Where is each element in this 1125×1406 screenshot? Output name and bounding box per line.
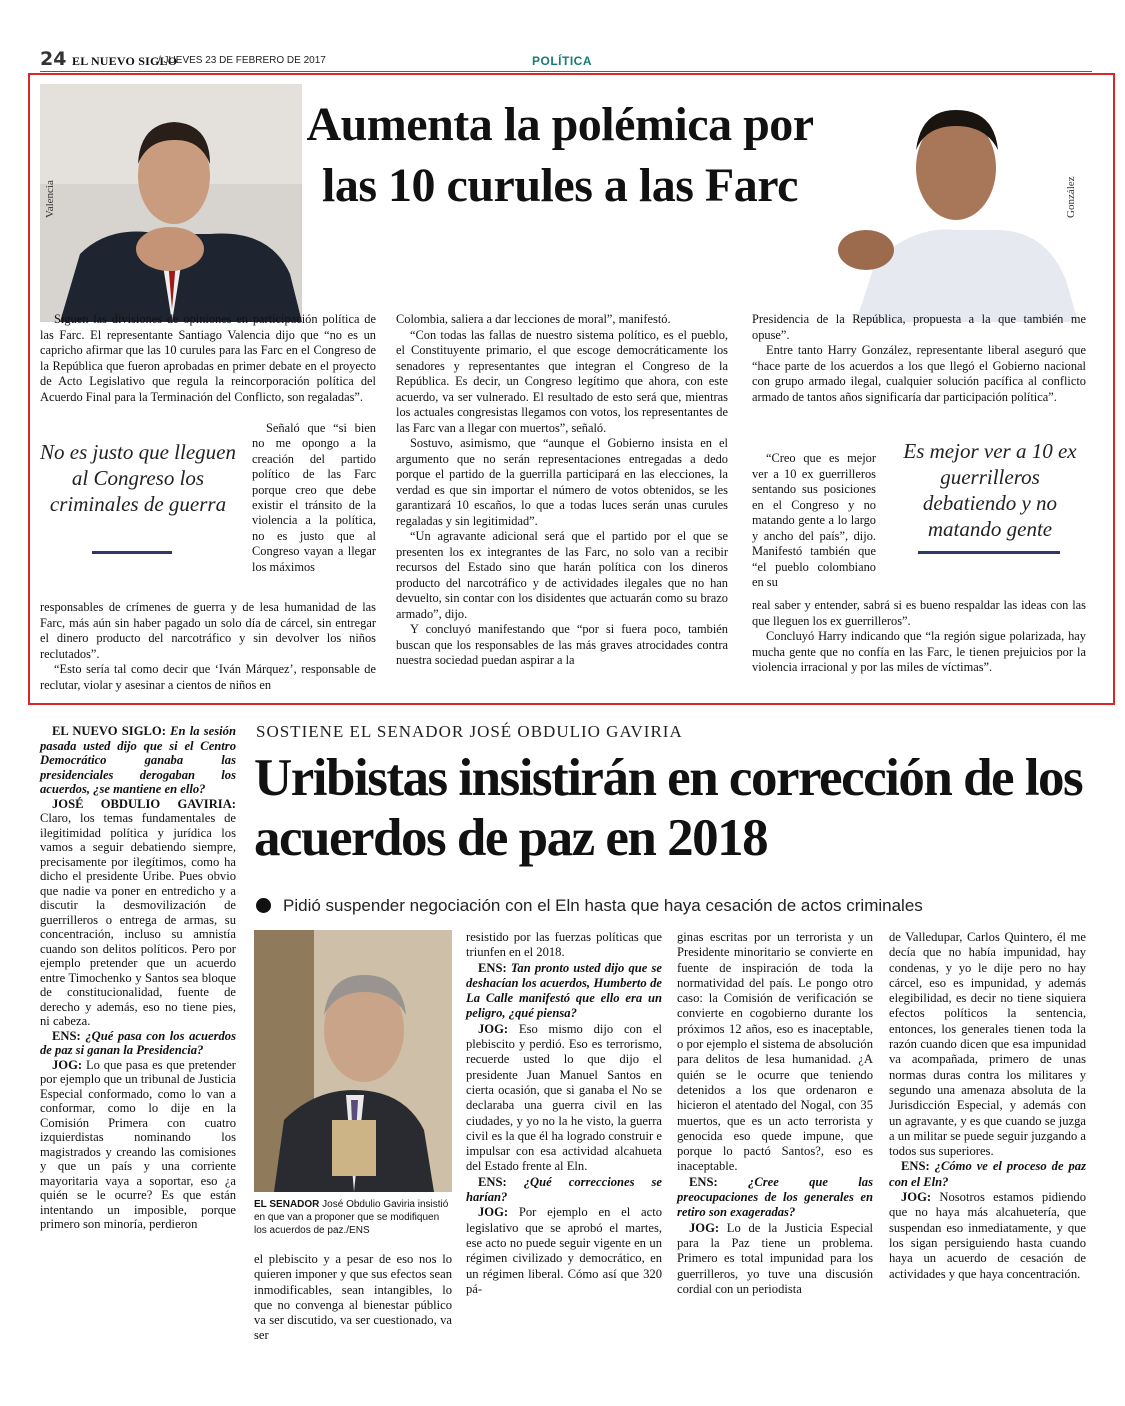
interview-col-4	[889, 930, 1086, 1282]
answer-text: Claro, los temas fundamentales de ilegitimidad política y jurídica los vamos a seguir debatiendo siempre, precisamente por ilegítimos, como ha dicho el presidente Uribe. Pues obvio que nadie va poner en entredicho y a discutir la desmovilización de guerrilleros o entrega de armas, su concentración, incluso su amnistía cuando son delitos políticos. Pero por ejemplo pretender que un acuerdo entre Timochenko y Santos sea bloque de constitucionalidad, fuente de derecho y además, eso no tiene pies, ni cabeza.	[40, 811, 236, 1028]
paragraph: “Con todas las fallas de nuestro sistema político, es el pueblo, el Constituyente primario, el que escoge democráticamente los senadores y representantes que integran el Congreso de la República. Es decir, un Congreso legítimo que ahora, con este acuerdo, va ser vulnerado. El resultado de esto será que, mientras los actuales congresistas llegamos con votos, los representantes de las Farc van a llegar con muertos”, señaló.	[396, 327, 728, 435]
speaker-label: JOG:	[901, 1190, 932, 1205]
story1-col3-top	[752, 312, 1086, 405]
answer	[677, 1221, 873, 1297]
paragraph: Y concluyó manifestando que “por si fuera poco, también buscan que los responsables de las más graves atrocidades contra nuestra sociedad puedan aspirar a la	[396, 622, 728, 667]
caption-lead: EL SENADOR	[254, 1199, 320, 1210]
question	[466, 1175, 662, 1206]
story2-kicker: SOSTIENE EL SENADOR JOSÉ OBDULIO GAVIRIA	[256, 722, 683, 741]
answer	[466, 1022, 662, 1175]
question-text: ¿Qué correcciones se harían?	[466, 1174, 662, 1205]
story1-col3-narrow	[752, 451, 876, 591]
story1-col1-narrow	[252, 421, 376, 575]
masthead-rule	[40, 71, 1092, 72]
paragraph: Presidencia de la República, propuesta a la que también me opuse”.	[752, 312, 1086, 342]
section-label: POLÍTICA	[532, 54, 592, 68]
pull-quote-left: No es justo que lleguen al Congreso los criminales de guerra	[40, 440, 236, 516]
story1-col2	[396, 312, 728, 669]
answer-text: ginas escritas por un terrorista y un Presidente minoritario se convierte en fuente de inspiración de toda la normatividad del país. Le pongo otro caso: la Comisión de verificación se convierte en cogobierno durante los próximos 12 años, eso es inaceptable, o por ejemplo el sistema de absolución para delitos de lesa humanidad. ¿A quién se le ocurre que teniendo detenidos a los que ordenaron e hicieron el atentado del Nogal, con 35 muertos, que es un acto terrorista y genocida eso quede impune, que porque lo pactó Santos?, eso es inaceptable.	[677, 930, 873, 1174]
answer-text: Lo de la Justicia Especial para la Paz tiene un problema. Primero es total impunidad para los guerrilleros, yo tuve una discusión cordial con un periodista	[677, 1220, 873, 1296]
paragraph: el plebiscito y a pesar de eso nos lo quieren imponer y que sus efectos sean inmodificables, sean intangibles, lo que no convenga al bienestar público va ser discutido, va ser cuestionado, va ser	[254, 1252, 452, 1343]
story1-col1-intro	[40, 312, 376, 405]
answer	[40, 1058, 236, 1232]
pull-quote-rule-left	[92, 551, 172, 554]
question-text: ¿Cómo ve el proceso de paz con el Eln?	[889, 1159, 1086, 1189]
question-text: En la sesión pasada usted dijo que si el Centro Democrático ganaba las presidenciales derogaban los acuerdos, ¿se mantiene en ello?	[40, 724, 236, 796]
paragraph: real saber y entender, sabrá si es bueno respaldar las ideas con las que lleguen los ex guerrilleros”.	[752, 598, 1086, 628]
answer-text: Por ejemplo en el acto legislativo que se aprobó el martes, ese acto no puede seguir vigente en un régimen civilizado y democrático, en un régimen liberal. Cómo así que 320 pá-	[466, 1205, 662, 1296]
paper-name: EL NUEVO SIGLO	[72, 54, 178, 68]
paragraph: “Creo que es mejor ver a 10 ex guerrilleros sentando sus posiciones en el Congreso y no matando gente a lo largo y ancho del país”, dijo. Manifestó también que “el pueblo colombiano en su	[752, 451, 876, 589]
question	[40, 1029, 236, 1058]
answer	[889, 1190, 1086, 1282]
question-text: ¿Qué pasa con los acuerdos de paz si ganan la Presidencia?	[40, 1028, 236, 1057]
speaker-label: ENS:	[689, 1174, 718, 1189]
gaviria-photo	[254, 930, 452, 1192]
masthead	[40, 46, 1090, 74]
question	[889, 1159, 1086, 1190]
answer	[889, 930, 1086, 1159]
interview-col-1	[254, 1252, 452, 1344]
speaker-label: JOG:	[478, 1205, 509, 1220]
story1-headline: Aumenta la polémica por las 10 curules a las Farc	[306, 98, 814, 212]
answer	[466, 1205, 662, 1297]
paragraph: Entre tanto Harry González, representante liberal aseguró que “hace parte de los acuerdos a los que llegó el Gobierno nacional con grupo armado ilegal, cualquier solución pacífica al conflicto armado de tantos años significaría dar participación política”.	[752, 343, 1086, 404]
paragraph: responsables de crímenes de guerra y de lesa humanidad de las Farc, más aún sin haber pagado un solo día de cárcel, sin entregar el dinero producto del narcotráfico y sin devolver los niños reclutados”.	[40, 600, 376, 661]
paragraph: “Esto sería tal como decir que ‘Iván Márquez’, responsable de reclutar, violar y asesinar a cientos de niños en	[40, 662, 376, 692]
speaker-label: ENS:	[901, 1159, 930, 1174]
pull-quote-rule-right	[918, 551, 1060, 554]
answer-text: Lo que pasa es que pretender por ejemplo que un tribunal de Justicia Especial conformado, como lo van a conformar, como lo dije en la Comisión Primera con cuatro izquierdistas nominando los magistrados y creando las comisiones y que un país y una corriente mayoritaria vaya a soportar, eso ¿a quién se le ocurre? Es que están intentando un imposible, porque primero son minoría, perdieron	[40, 1057, 236, 1231]
interview-col-2	[466, 930, 662, 1297]
subhead-text: Pidió suspender negociación con el Eln hasta que haya cesación de actos criminales	[283, 896, 923, 915]
gonzalez-photo	[826, 90, 1086, 322]
question	[466, 961, 662, 1022]
story1-col1-end	[40, 600, 376, 693]
answer-text: de Valledupar, Carlos Quintero, él me decía que no había impunidad, hay condenas, y yo le dije pero no hay cárcel, eso es impunidad, y además elegibilidad, es decir no tiene siquiera efectos políticos la sentencia, entonces, los generales tienen toda la razón cuando dicen que esa impunidad va acompañada, primero de unas normas duras contra los militares y segundo una amenaza absoluta de la Jurisdicción Especial, y además con un agravante, y es que cuando se juzga a un militar se puede seguir juzgando a todos sus superiores.	[889, 930, 1086, 1159]
paragraph: Sostuvo, asimismo, que “aunque el Gobierno insista en el argumento que no serán representaciones entregadas a dedo porque el partido de la guerrilla participará en las elecciones, la verdad es que sin importar el número de votos obtenidos, se les garantizará 10 escaños, lo que a todas luces serán unas curules regaladas y sin legitimidad”.	[396, 436, 728, 528]
interview-col-3	[677, 930, 873, 1297]
story1-col3-end	[752, 598, 1086, 676]
question-text: Tan pronto usted dijo que se deshacían los acuerdos, Humberto de La Calle manifestó que ello era un peligro, ¿qué piensa?	[466, 960, 662, 1021]
speaker-label: JOSÉ OBDULIO GAVIRIA:	[52, 796, 236, 811]
speaker-label: JOG:	[52, 1057, 83, 1072]
photo-label-gonzalez: González	[1065, 176, 1077, 218]
paragraph: Colombia, saliera a dar lecciones de moral”, manifestó.	[396, 312, 671, 326]
pull-quote-right: Es mejor ver a 10 ex guerrilleros debatiendo y no matando gente	[903, 439, 1077, 541]
answer-text: resistido por las fuerzas políticas que triunfen en el 2018.	[466, 930, 662, 960]
speaker-label: ENS:	[52, 1028, 81, 1043]
question	[677, 1175, 873, 1221]
photo-caption	[254, 1198, 454, 1237]
paragraph: “Un agravante adicional será que el partido por el que se presenten los ex integrantes de las Farc, no solo van a recibir recursos del Estado sino que harán política con los dineros producto del narcotráfico y de actividades ilegales que no han devuelto, sin contar con los disidentes que actuarán como su brazo armado”, dijo.	[396, 529, 728, 621]
bullet-dot-icon	[256, 898, 271, 913]
speaker-label: ENS:	[478, 1174, 507, 1189]
issue-date: / JUEVES 23 DE FEBRERO DE 2017	[158, 55, 326, 66]
speaker-label: ENS:	[478, 960, 507, 975]
page-number: 24	[40, 48, 67, 70]
paragraph: Siguen las divisiones de opiniones en participación política de las Farc. El representante Santiago Valencia dijo que “no es un capricho afirmar que las 10 curules para las Farc en el Congreso de la República que fueron aprobadas en primer debate en el proyecto de Acto Legislativo que regula la reincorporación política del Acuerdo Final para la Terminación del Conflicto, son regaladas”.	[40, 312, 376, 404]
answer	[40, 797, 236, 1029]
valencia-photo	[40, 84, 302, 322]
question	[40, 724, 236, 797]
speaker-label: EL NUEVO SIGLO:	[52, 724, 166, 738]
speaker-label: JOG:	[689, 1220, 720, 1235]
answer	[677, 930, 873, 1175]
caption-text: José Obdulio Gaviria insistió en que van a proponer que se modifiquen los acuerdos de paz./ENS	[254, 1199, 449, 1236]
photo-label-valencia: Valencia	[44, 180, 56, 218]
interview-col-0	[40, 724, 236, 1232]
question-text: ¿Cree que las preocupaciones de los generales en retiro son exageradas?	[677, 1174, 873, 1220]
speaker-label: JOG:	[478, 1021, 509, 1036]
paragraph: Señaló que “si bien no me opongo a la creación del partido político de las Farc porque creo que debe existir el tránsito de la violencia a la política, no es justo que al Congreso vayan a llegar los máximos	[252, 421, 376, 574]
story2-subhead	[256, 896, 923, 916]
answer	[466, 930, 662, 961]
answer-text: Nosotros estamos pidiendo que no haya más alcahuetería, que suspendan eso inmediatamente, y que los sigan persiguiendo hasta cuando haya un acuerdo de cesación de actividades y que haya concentración.	[889, 1190, 1086, 1281]
answer-text: Eso mismo dijo con el plebiscito y perdió. Eso es terrorismo, recuerde usted lo que dijo el presidente Juan Manuel Santos en cierta ocasión, que si ganaba el No se declaraba una guerra civil en las ciudades, y yo no la he visto, la guerra civil es la que él ha logrado construir e impulsar con esa actividad alcahueta del Estado frente al Eln.	[466, 1021, 662, 1174]
paragraph: Concluyó Harry indicando que “la región sigue polarizada, hay mucha gente que no confía en las Farc, le tienen prejuicios por la violencia irracional y por las miles de víctimas”.	[752, 629, 1086, 674]
story2-headline: Uribistas insistirán en corrección de los acuerdos de paz en 2018	[254, 749, 1083, 867]
